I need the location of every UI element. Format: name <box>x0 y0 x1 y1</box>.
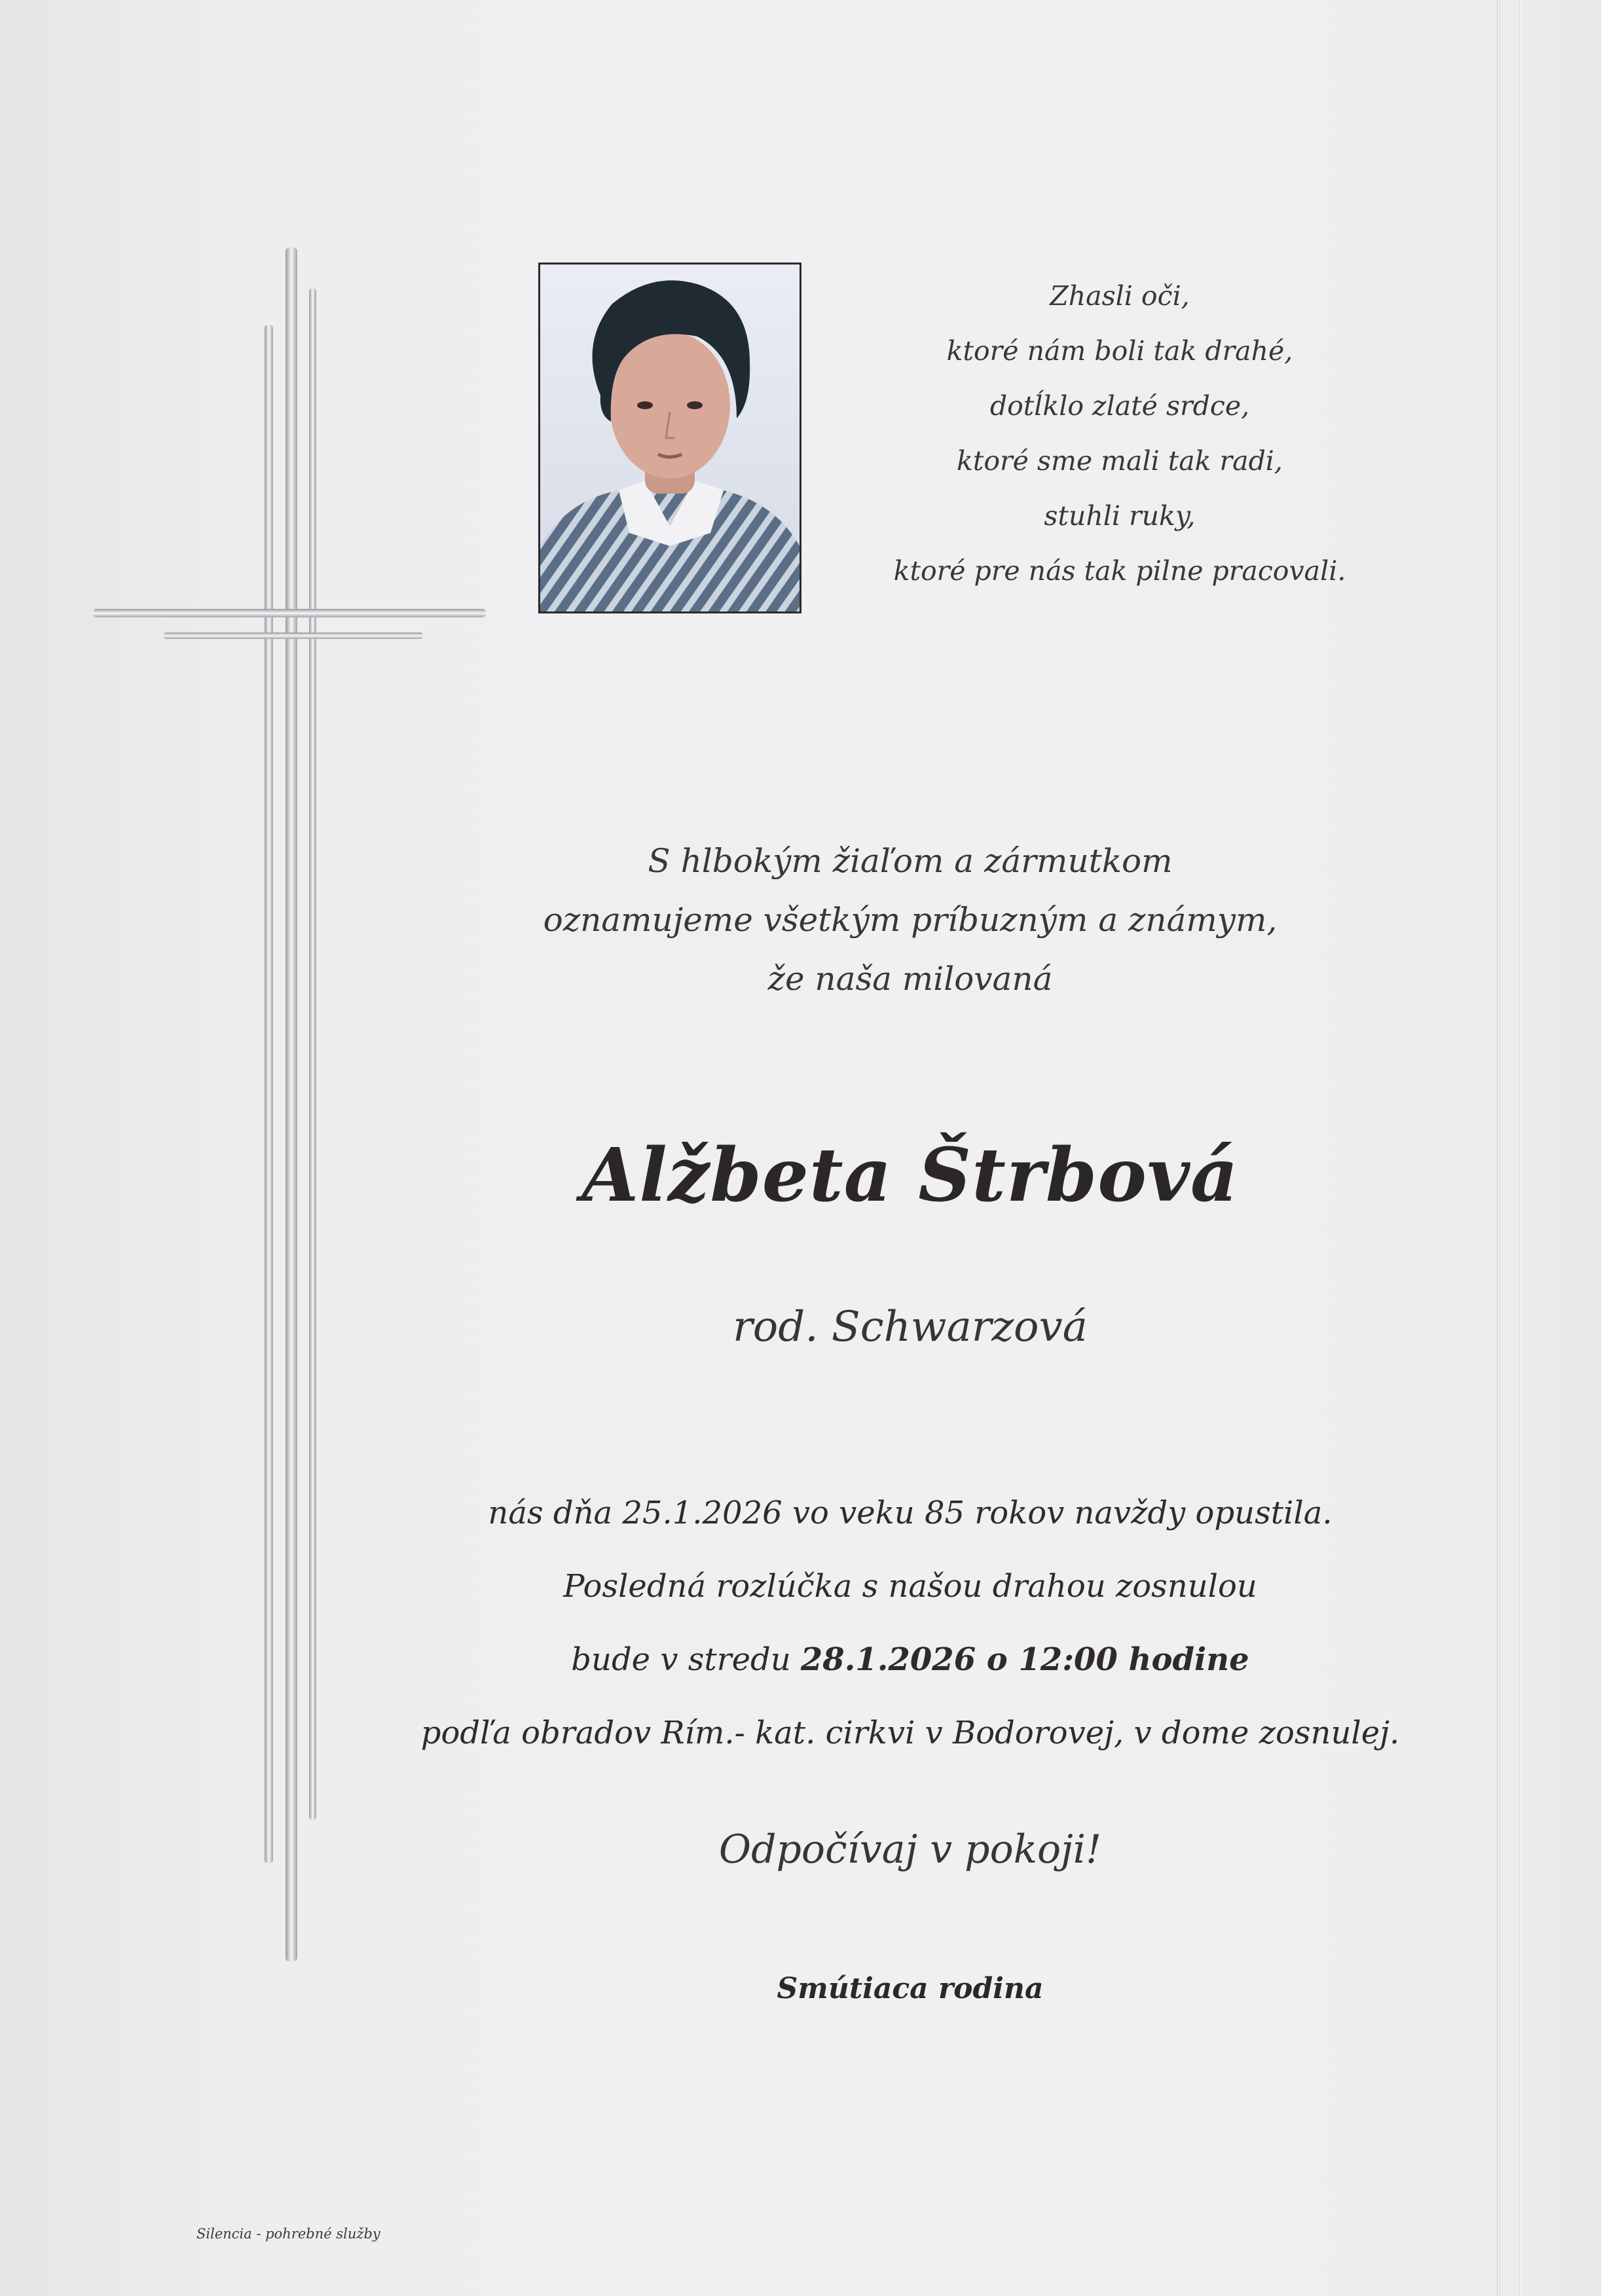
poem-line: stuhli ruky, <box>1044 500 1196 532</box>
deceased-name: Alžbeta Štrbová <box>581 1133 1239 1218</box>
poem-line: ktoré pre nás tak pilne pracovali. <box>893 555 1346 587</box>
details-date-prefix: bude v stredu <box>571 1641 801 1678</box>
details-date-time: 28.1.2026 o 12:00 hodine <box>800 1641 1249 1678</box>
poem-line: Zhasli oči, <box>1050 280 1190 312</box>
announcement <box>511 831 1310 1008</box>
details-line-farewell: Posledná rozlúčka s našou drahou zosnulou <box>563 1568 1257 1605</box>
fold-crease-secondary <box>1519 0 1521 2296</box>
paper-fold <box>1493 0 1601 2296</box>
details-line-death: nás dňa 25.1.2026 vo veku 85 rokov navždy opustila. <box>488 1495 1333 1531</box>
announcement-line: oznamujeme všetkým príbuzným a známym, <box>543 901 1278 939</box>
fold-crease <box>1497 0 1500 2296</box>
maiden-name: rod. Schwarzová <box>733 1303 1088 1351</box>
poem-line: ktoré sme mali tak radi, <box>957 445 1283 477</box>
poem-line: ktoré nám boli tak drahé, <box>946 335 1293 367</box>
details-line-ceremony: podľa obradov Rím.- kat. cirkvi v Bodorovej, v dome zosnulej. <box>420 1715 1400 1751</box>
poem <box>851 268 1388 598</box>
footer-credit: Silencia - pohrebné služby <box>196 2226 380 2242</box>
announcement-line: S hlbokým žiaľom a zármutkom <box>648 842 1173 880</box>
farewell-text: Odpočívaj v pokoji! <box>718 1827 1102 1872</box>
details-line-date <box>406 1623 1414 1696</box>
signature: Smútiaca rodina <box>777 1972 1044 2005</box>
poem-line: dotĺklo zlaté srdce, <box>989 390 1250 422</box>
deceased-portrait <box>538 263 801 613</box>
funeral-details <box>406 1476 1414 1770</box>
announcement-line: že naša milovaná <box>767 960 1053 998</box>
